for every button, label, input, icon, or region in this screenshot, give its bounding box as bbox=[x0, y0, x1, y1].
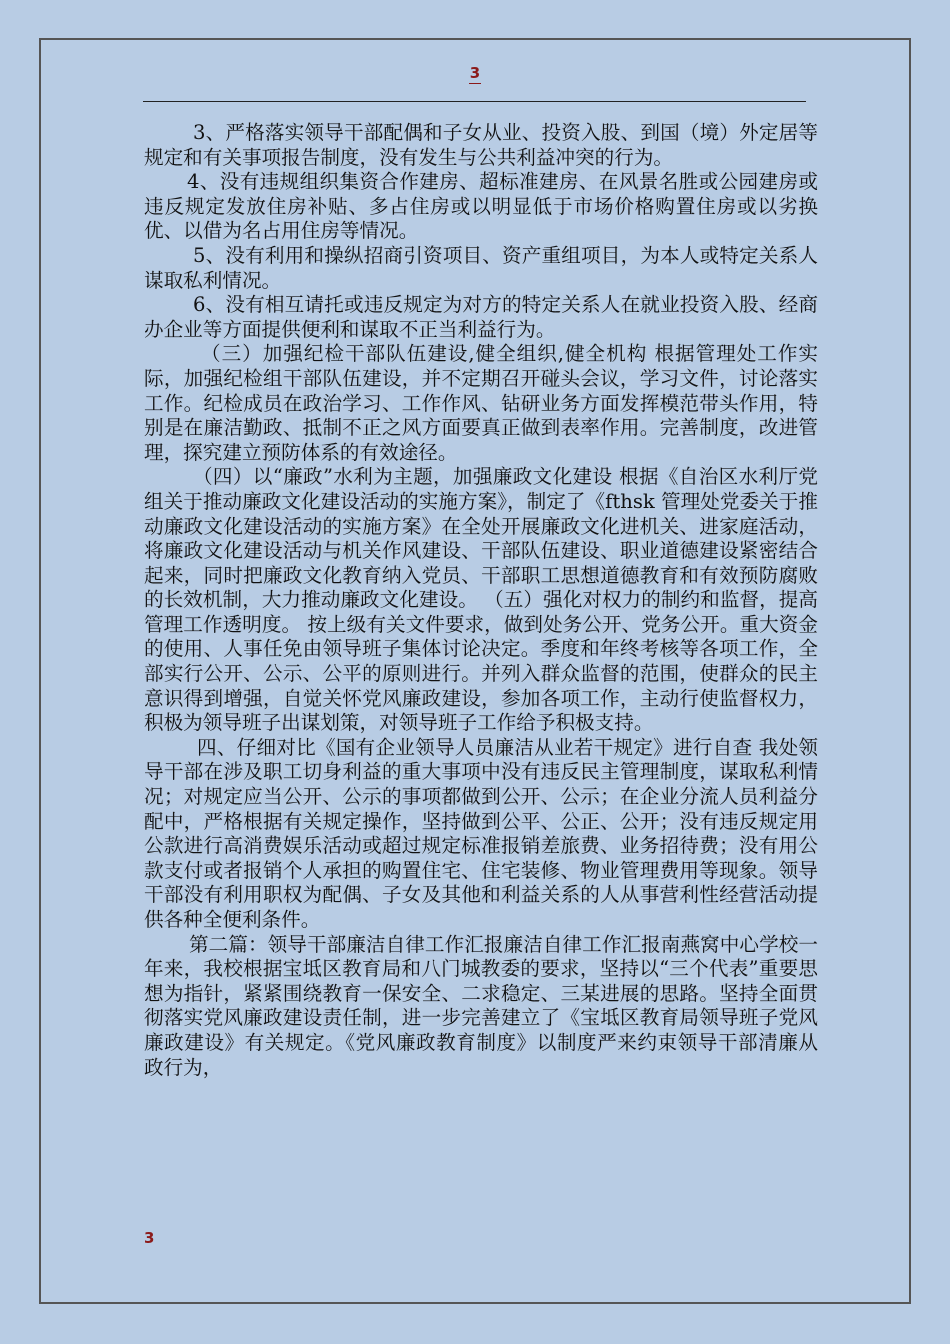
paragraph-section-four-self-check: 四、仔细对比《国有企业领导人员廉洁从业若干规定》进行自查 我处领导干部在涉及职工切身利益的重大事项中没有违反民主管理制度，谋取私利情况；对规定应当公开、公示的事项都做到公开、公示；在企业分流人员利益分配中，严格根据有关规定操作，坚持做到公平、公正、公开；没有违反规定用公款进行高消费娱乐活动或超过规定标准报销差旅费、业务招待费；没有用公款支付或者报销个人承担的购置住宅、住宅装修、物业管理费用等现象。领导干部没有利用职权为配偶、子女及其他和利益关系的人从事营利性经营活动提供各种全便利条件。 bbox=[144, 735, 818, 931]
paragraph-item-4: 4、没有违规组织集资合作建房、超标准建房、在风景名胜或公园建房或违反规定发放住房补贴、多占住房或以明显低于市场价格购置住房或以劣换优、以借为名占用住房等情况。 bbox=[144, 170, 818, 243]
footer-page-number: 3 bbox=[144, 1229, 155, 1247]
paragraph-section-4: （四）以“廉政”水利为主题，加强廉政文化建设 根据《自治区水利厅党组关于推动廉政文化建设活动的实施方案》，制定了《fthsk 管理处党委关于推动廉政文化建设活动的实施方案》在全处开展廉政文化进机关、进家庭活动，将廉政文化建设活动与机关作风建设、干部队伍建设、职业道德建设紧密结合起来，同时把廉政文化教育纳入党员、干部职工思想道德教育和有效预防腐败的长效机制，大力推动廉政文化建设。 （五）强化对权力的制约和监督，提高管理工作透明度。 按上级有关文件要求，做到处务公开、党务公开。重大资金的使用、人事任免由领导班子集体讨论决定。季度和年终考核等各项工作，全部实行公开、公示、公平的原则进行。并列入群众监督的范围，使群众的民主意识得到增强，自觉关怀党风廉政建设，参加各项工作，主动行使监督权力，积极为领导班子出谋划策，对领导班子工作给予积极支持。 bbox=[144, 465, 818, 735]
header-divider bbox=[143, 101, 806, 102]
paragraph-item-3: 3、严格落实领导干部配偶和子女从业、投资入股、到国（境）外定居等规定和有关事项报告制度，没有发生与公共利益冲突的行为。 bbox=[144, 121, 818, 169]
paragraph-second-article: 第二篇：领导干部廉洁自律工作汇报廉洁自律工作汇报南燕窝中心学校一年来，我校根据宝坻区教育局和八门城教委的要求，坚持以“三个代表”重要思想为指针，紧紧围绕教育一保安全、二求稳定、三某进展的思路。坚持全面贯彻落实党风廉政建设责任制，进一步完善建立了《宝坻区教育局领导班子党风廉政建设》有关规定。《党风廉政教育制度》以制度严来约束领导干部清廉从政行为， bbox=[144, 932, 818, 1079]
header-page-number: 3 bbox=[469, 64, 481, 82]
paragraph-item-6: 6、没有相互请托或违反规定为对方的特定关系人在就业投资入股、经商办企业等方面提供便利和谋取不正当利益行为。 bbox=[144, 293, 818, 341]
paragraph-section-3: （三）加强纪检干部队伍建设,健全组织,健全机构 根据管理处工作实际，加强纪检组干部队伍建设，并不定期召开碰头会议，学习文件，讨论落实工作。纪检成员在政治学习、工作作风、钻研业务方面发挥模范带头作用，特别是在廉洁勤政、抵制不正之风方面要真正做到表率作用。完善制度，改进管理，探究建立预防体系的有效途径。 bbox=[144, 342, 818, 464]
document-body bbox=[144, 121, 818, 1080]
paragraph-item-5: 5、没有利用和操纵招商引资项目、资产重组项目，为本人或特定关系人谋取私利情况。 bbox=[144, 243, 818, 292]
